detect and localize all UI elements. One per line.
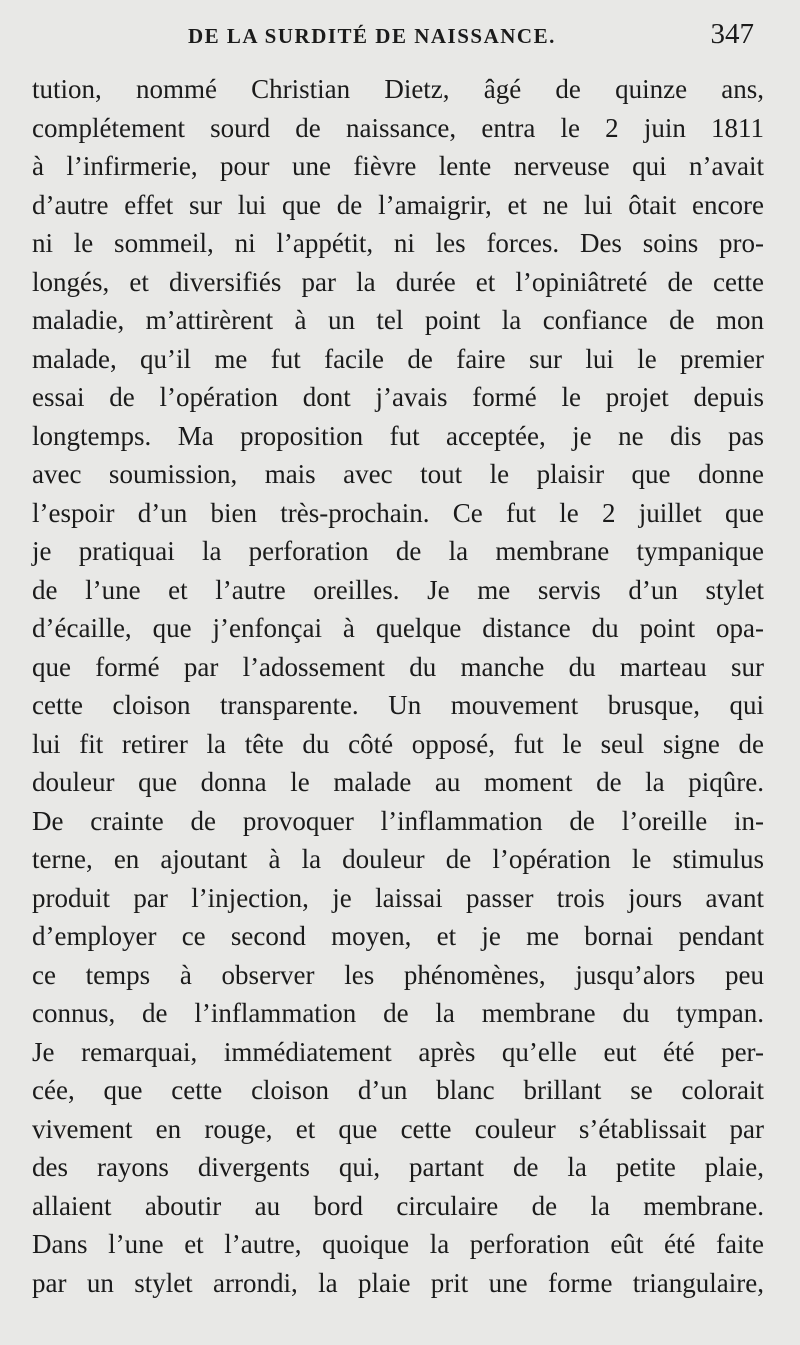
text-line: douleur que donna le malade au moment de la piqûre. xyxy=(32,767,764,797)
body-text xyxy=(32,70,764,1302)
text-line: que formé par l’adossement du manche du marteau sur xyxy=(32,651,764,682)
text-line: d’autre effet sur lui que de l’amaigrir, et ne lui ôtait encore xyxy=(32,189,764,220)
text-line: des rayons divergents qui, partant de la petite plaie, xyxy=(32,1152,764,1182)
text-line: l’espoir d’un bien très-prochain. Ce fut le 2 juillet que xyxy=(32,497,764,528)
text-line: essai de l’opération dont j’avais formé le projet depuis xyxy=(32,382,764,412)
text-line: par un stylet arrondi, la plaie prit une forme triangulaire, xyxy=(32,1267,764,1298)
text-line: maladie, m’attirèrent à un tel point la confiance de mon xyxy=(32,305,764,335)
text-line: Je remarquai, immédiatement après qu’elle eut été per- xyxy=(32,1036,764,1067)
text-line: complétement sourd de naissance, entra le 2 juin 1811 xyxy=(32,112,764,143)
text-line: malade, qu’il me fut facile de faire sur lui le premier xyxy=(32,343,764,374)
text-line: cée, que cette cloison d’un blanc brillant se colorait xyxy=(32,1075,764,1105)
text-line: d’employer ce second moyen, et je me bornai pendant xyxy=(32,921,764,951)
running-title: DE LA SURDITÉ DE NAISSANCE. xyxy=(188,24,556,48)
page-number: 347 xyxy=(710,18,754,50)
text-line: ce temps à observer les phénomènes, jusqu’alors peu xyxy=(32,959,764,990)
text-line: allaient aboutir au bord circulaire de la membrane. xyxy=(32,1190,764,1221)
text-line: De crainte de provoquer l’inflammation de l’oreille in- xyxy=(32,805,764,836)
text-line: vivement en rouge, et que cette couleur s’établissait par xyxy=(32,1113,764,1144)
text-line: terne, en ajoutant à la douleur de l’opération le stimulus xyxy=(32,844,764,874)
text-line: longés, et diversifiés par la durée et l’opiniâtreté de cette xyxy=(32,266,764,297)
text-line: lui fit retirer la tête du côté opposé, fut le seul signe de xyxy=(32,728,764,759)
text-line: avec soumission, mais avec tout le plaisir que donne xyxy=(32,459,764,489)
page-header xyxy=(0,16,800,56)
text-line: connus, de l’inflammation de la membrane du tympan. xyxy=(32,998,764,1028)
text-line: longtemps. Ma proposition fut acceptée, je ne dis pas xyxy=(32,420,764,451)
text-line: je pratiquai la perforation de la membrane tympanique xyxy=(32,536,764,566)
text-line: ni le sommeil, ni l’appétit, ni les forces. Des soins pro- xyxy=(32,228,764,258)
text-line: à l’infirmerie, pour une fièvre lente nerveuse qui n’avait xyxy=(32,151,764,181)
text-line: tution, nommé Christian Dietz, âgé de quinze ans, xyxy=(32,74,764,104)
text-line: cette cloison transparente. Un mouvement brusque, qui xyxy=(32,690,764,720)
text-line: produit par l’injection, je laissai passer trois jours avant xyxy=(32,882,764,913)
text-line: de l’une et l’autre oreilles. Je me servis d’un stylet xyxy=(32,574,764,605)
text-line: Dans l’une et l’autre, quoique la perforation eût été faite xyxy=(32,1229,764,1259)
text-line: d’écaille, que j’enfonçai à quelque distance du point opa- xyxy=(32,613,764,643)
